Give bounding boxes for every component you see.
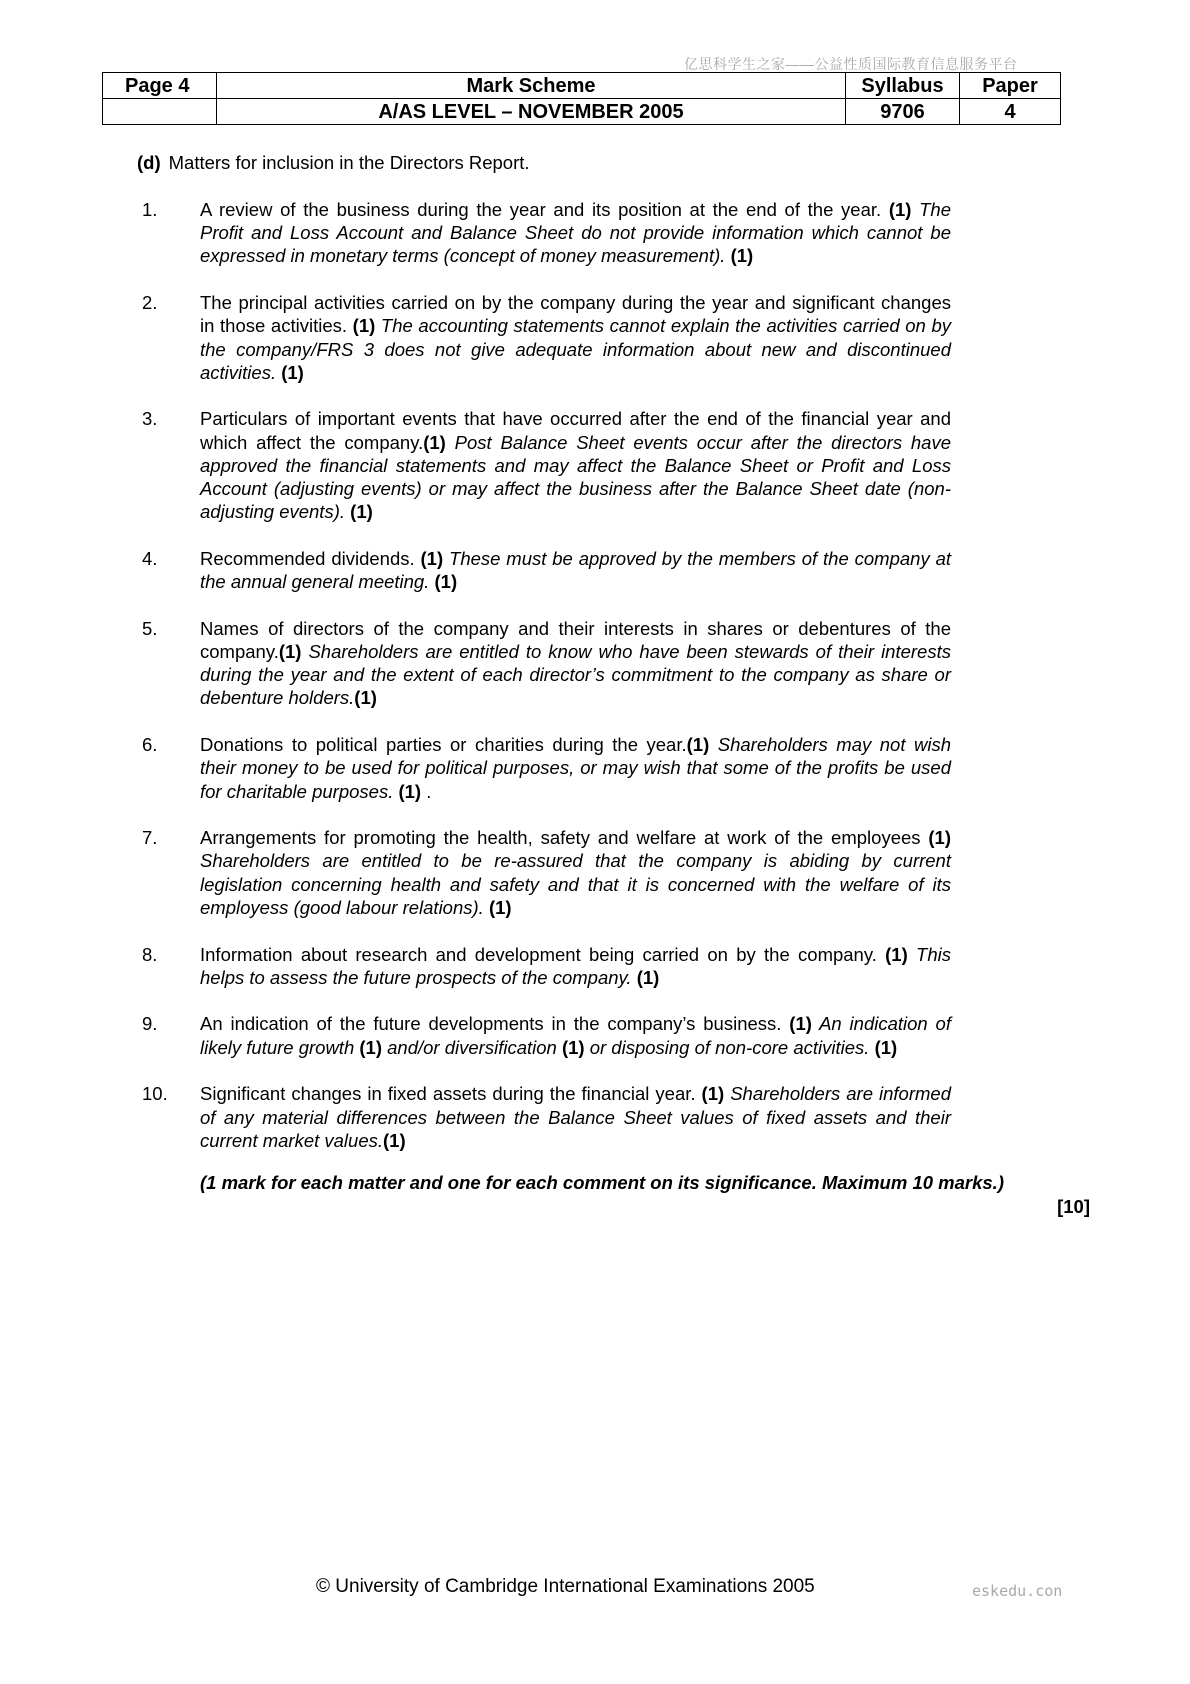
paper-value: 4 — [960, 99, 1061, 125]
mark-allocation: (1) — [488, 896, 512, 918]
mark-allocation: (1) — [636, 966, 660, 988]
list-item — [137, 291, 1017, 384]
mark-allocation: (1) — [383, 1129, 406, 1151]
watermark-bottom: eskedu.con — [972, 1582, 1063, 1600]
mark-allocation: (1) — [885, 943, 908, 965]
mark-allocation: (1) — [281, 361, 304, 383]
section-heading — [137, 152, 530, 174]
mark-allocation: (1) — [352, 315, 376, 337]
mark-allocation: (1) — [928, 827, 951, 849]
item-text — [200, 826, 951, 919]
list-item — [137, 826, 1017, 919]
significance-comment: Shareholders are informed of any material differences between the Balance Sheet values of fixed assets and their current market values. — [200, 1083, 951, 1151]
list-item — [137, 198, 1017, 268]
mark-allocation: (1) — [423, 431, 446, 453]
syllabus-label: Syllabus — [846, 73, 960, 99]
significance-comment: An indication of likely future growth — [200, 1013, 951, 1058]
significance-comment: The accounting statements cannot explain the activities carried on by the company/FRS 3 does not give adequate information about new and discontinued activities. — [200, 315, 951, 383]
watermark-text: 亿思科学生之家——公益性质国际教育信息服务平台 — [684, 56, 1018, 72]
item-number: 6. — [142, 734, 158, 756]
list-item — [137, 1012, 1017, 1058]
list-item — [137, 733, 1017, 803]
mark-allocation: (1) — [278, 641, 302, 663]
matter-text: Significant changes in fixed assets during the financial year. — [200, 1083, 702, 1105]
list-item — [137, 943, 1017, 989]
syllabus-value: 9706 — [846, 99, 960, 125]
matter-text: The principal activities carried on by the company during the year and significant changes in those activities. — [200, 292, 951, 337]
significance-comment: The Profit and Loss Account and Balance Sheet do not provide information which cannot be expressed in monetary terms (concept of money measurement). — [200, 199, 951, 267]
matter-text: . — [421, 780, 432, 802]
matter-text: Donations to political parties or charities during the year. — [200, 734, 687, 756]
mark-allocation: (1) — [420, 547, 444, 569]
mark-allocation: (1) — [874, 1036, 898, 1058]
paper-label: Paper — [960, 73, 1061, 99]
significance-comment: This helps to assess the future prospects of the company. — [200, 943, 951, 988]
mark-allocation: (1) — [359, 1036, 382, 1058]
significance-comment: Shareholders are entitled to be re-assured that the company is abiding by current legislation concerning health and safety and that it is concerned with the welfare of its employess (good labour relations). — [200, 850, 951, 918]
section-label: (d) — [137, 152, 161, 173]
empty-cell — [103, 99, 217, 125]
header-table — [102, 72, 1061, 125]
marking-note: (1 mark for each matter and one for each comment on its significance. Maximum 10 marks.) — [200, 1172, 1004, 1193]
significance-comment: Post Balance Sheet events occur after the directors have approved the financial statements and may affect the Balance Sheet or Profit and Loss Account (adjusting events) or may affect the business after the Balance Sheet date (non-adjusting events). — [200, 431, 952, 523]
mark-allocation: (1) — [701, 1083, 725, 1105]
item-number: 9. — [142, 1013, 158, 1035]
item-text — [200, 943, 951, 989]
mark-allocation: (1) — [354, 687, 377, 709]
item-number: 5. — [142, 617, 158, 639]
mark-allocation: (1) — [888, 199, 912, 220]
item-text — [200, 407, 951, 523]
mark-allocation: (1) — [350, 501, 373, 523]
mark-allocation: (1) — [561, 1036, 585, 1058]
item-text — [200, 547, 951, 593]
mark-allocation: (1) — [789, 1013, 812, 1035]
mark-allocation: (1) — [434, 571, 458, 593]
item-text — [200, 198, 951, 268]
item-number: 10. — [142, 1083, 168, 1105]
mark-allocation: (1) — [686, 734, 710, 756]
item-text — [200, 1012, 951, 1058]
matter-text: Particulars of important events that have occurred after the end of the financial year and which affect the company. — [200, 408, 951, 453]
significance-comment: Shareholders may not wish their money to be used for political purposes, or may wish that some of the profits be used for charitable purposes. — [200, 734, 952, 802]
matter-text: Arrangements for promoting the health, safety and welfare at work of the employees — [200, 827, 929, 849]
item-text — [200, 1082, 951, 1152]
list-item — [137, 547, 1017, 593]
item-number: 7. — [142, 827, 158, 849]
copyright-footer: © University of Cambridge International Examinations 2005 — [316, 1576, 815, 1597]
item-number: 8. — [142, 943, 158, 965]
item-text — [200, 617, 951, 710]
item-text — [200, 291, 951, 384]
mark-allocation: (1) — [398, 780, 422, 802]
item-text — [200, 733, 951, 803]
item-number: 3. — [142, 408, 158, 430]
marking-points-list — [137, 198, 1017, 1176]
document-subtitle: A/AS LEVEL – NOVEMBER 2005 — [217, 99, 846, 125]
item-number: 4. — [142, 547, 158, 569]
matter-text: An indication of the future developments in the company’s business. — [200, 1013, 790, 1035]
matter-text: Information about research and development being carried on by the company. — [200, 943, 886, 965]
list-item — [137, 617, 1017, 710]
total-marks: [10] — [1057, 1196, 1090, 1217]
matter-text: Recommended dividends. — [200, 547, 421, 569]
significance-comment: Shareholders are entitled to know who have been stewards of their interests during the year and the extent of each director’s commitment to the company as share or debenture holders. — [200, 641, 951, 709]
document-title: Mark Scheme — [217, 73, 846, 99]
mark-allocation: (1) — [730, 245, 754, 267]
list-item — [137, 1082, 1017, 1152]
significance-comment: or disposing of non-core activities. — [584, 1036, 875, 1058]
significance-comment: These must be approved by the members of the company at the annual general meeting. — [200, 547, 951, 593]
matter-text: A review of the business during the year and its position at the end of the year. — [200, 199, 889, 220]
matter-text: Names of directors of the company and their interests in shares or debentures of the company. — [200, 617, 951, 663]
page-number: Page 4 — [103, 73, 217, 99]
significance-comment: and/or diversification — [382, 1036, 562, 1058]
item-number: 2. — [142, 292, 158, 314]
item-number: 1. — [142, 199, 158, 220]
section-heading-text: Matters for inclusion in the Directors Report. — [168, 152, 530, 173]
list-item — [137, 407, 1017, 523]
